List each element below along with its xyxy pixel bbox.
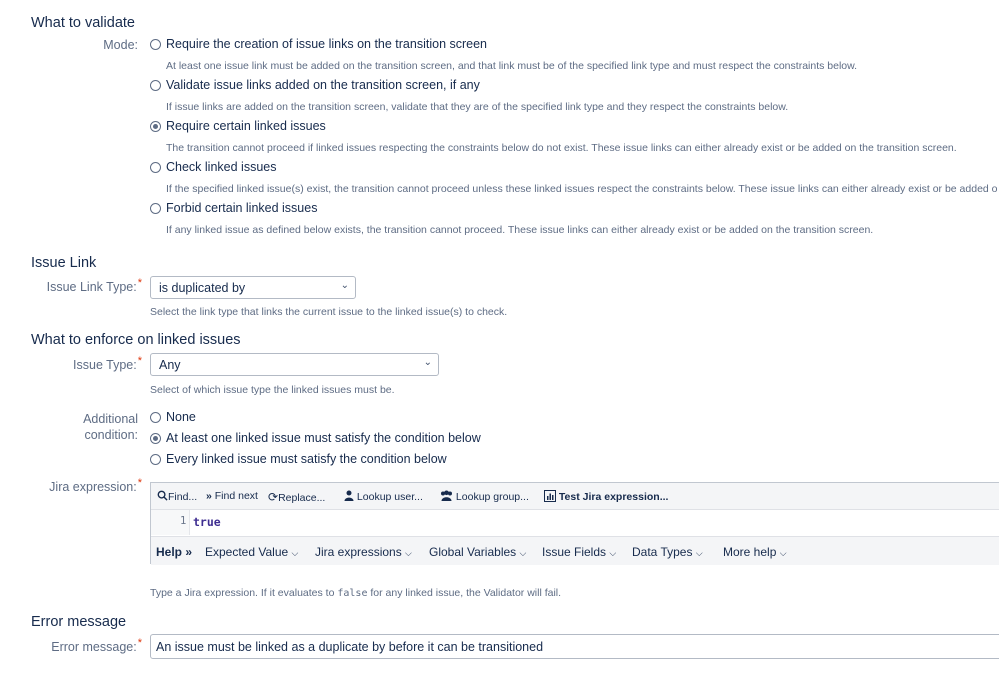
find-button[interactable]: Find... — [157, 490, 197, 503]
mode-radio-check-linked[interactable] — [150, 162, 161, 173]
issue-type-select[interactable] — [150, 353, 439, 376]
issue-link-type-value: is duplicated by — [159, 281, 246, 295]
editor-helpbar — [151, 536, 999, 565]
test-expression-button[interactable]: Test Jira expression... — [544, 490, 668, 503]
mode-option-label[interactable]: Validate issue links added on the transition screen, if any — [166, 78, 480, 92]
mode-radio-require-creation[interactable] — [150, 39, 161, 50]
code-text[interactable]: true — [193, 515, 221, 529]
mode-radio-require-certain[interactable] — [150, 121, 161, 132]
condition-option-label[interactable]: None — [166, 410, 196, 424]
issue-link-type-select[interactable] — [150, 276, 356, 299]
issue-type-help: Select of which issue type the linked issues must be. — [150, 384, 395, 396]
inline-code: false — [337, 588, 368, 599]
condition-radio-every[interactable] — [150, 454, 161, 465]
user-icon — [344, 490, 354, 501]
mode-option-label[interactable]: Check linked issues — [166, 160, 277, 174]
required-mark: * — [137, 477, 142, 489]
mode-radio-validate-links[interactable] — [150, 80, 161, 91]
chevron-down-icon: ⌄ — [423, 357, 432, 368]
find-next-button[interactable]: » Find next — [206, 490, 258, 502]
required-mark: * — [137, 277, 142, 289]
lookup-user-button[interactable]: Lookup user... — [344, 490, 423, 503]
double-chevron-right-icon: » — [185, 545, 193, 559]
jira-expression-label: Jira expression:* — [49, 477, 142, 494]
mode-option-label[interactable]: Require the creation of issue links on the transition screen — [166, 37, 488, 51]
mode-label: Mode: — [103, 38, 138, 52]
error-message-input[interactable] — [150, 634, 999, 659]
mode-option-description: At least one issue link must be added on the transition screen, and that link must be of the specified link type and must respect the constraints below. — [166, 60, 858, 72]
help-toggle[interactable]: Help » — [156, 545, 193, 559]
mode-option-description: If any linked issue as defined below exists, the transition cannot proceed. These issue links can either already exist or be added on the transition screen. — [166, 224, 874, 236]
error-message-value: An issue must be linked as a duplicate by before it can be transitioned — [156, 640, 544, 654]
section-title-what-to-validate: What to validate — [31, 15, 135, 31]
required-mark: * — [137, 637, 142, 649]
jira-expression-editor[interactable] — [150, 482, 999, 564]
additional-condition-label: Additional condition: — [83, 412, 138, 442]
chevron-down-icon: ⌵ — [695, 548, 703, 558]
mode-option-description: The transition cannot proceed if linked issues respecting the constraints below do not exist. These issue links can either already exist or be added on the transition screen. — [166, 142, 957, 154]
refresh-icon: ⟳ — [268, 490, 279, 504]
help-menu-jira-expressions[interactable]: Jira expressions ⌵ — [315, 545, 412, 559]
issue-link-type-help: Select the link type that links the current issue to the linked issue(s) to check. — [150, 306, 508, 318]
help-menu-data-types[interactable]: Data Types ⌵ — [632, 545, 703, 559]
replace-button[interactable]: ⟳Replace... — [268, 490, 326, 504]
issue-type-value: Any — [159, 358, 181, 372]
chevron-down-icon: ⌵ — [609, 548, 617, 558]
section-title-error: Error message — [31, 614, 127, 630]
mode-option-label[interactable]: Forbid certain linked issues — [166, 201, 318, 215]
chevron-down-icon: ⌵ — [291, 548, 299, 558]
help-menu-global-variables[interactable]: Global Variables ⌵ — [429, 545, 527, 559]
mode-option-description: If issue links are added on the transition screen, validate that they are of the specified link type and they respect the constraints below. — [166, 101, 789, 113]
help-menu-expected-value[interactable]: Expected Value ⌵ — [205, 545, 299, 559]
error-message-label: Error message:* — [51, 637, 142, 654]
issue-type-label: Issue Type:* — [73, 355, 142, 372]
help-menu-more-help[interactable]: More help ⌵ — [723, 545, 787, 559]
group-icon — [440, 490, 453, 501]
double-chevron-right-icon: » — [206, 490, 212, 502]
section-title-issue-link: Issue Link — [31, 255, 97, 271]
chevron-down-icon: ⌵ — [519, 548, 527, 558]
mode-radio-forbid[interactable] — [150, 203, 161, 214]
section-title-enforce: What to enforce on linked issues — [31, 332, 241, 348]
chart-icon — [544, 490, 556, 502]
help-menu-issue-fields[interactable]: Issue Fields ⌵ — [542, 545, 617, 559]
condition-radio-at-least-one[interactable] — [150, 433, 161, 444]
jira-expression-help: Type a Jira expression. If it evaluates to false for any linked issue, the Validator will fail. — [150, 587, 562, 599]
condition-option-label[interactable]: Every linked issue must satisfy the condition below — [166, 452, 447, 466]
chevron-down-icon: ⌵ — [779, 548, 787, 558]
condition-radio-none[interactable] — [150, 412, 161, 423]
search-icon — [157, 490, 168, 501]
mode-option-label[interactable]: Require certain linked issues — [166, 119, 326, 133]
chevron-down-icon: ⌄ — [340, 280, 349, 291]
condition-option-label[interactable]: At least one linked issue must satisfy the condition below — [166, 431, 481, 445]
mode-option-description: If the specified linked issue(s) exist, the transition cannot proceed unless these linked issues respect the constraints below. These issue links can either already exist or be added o — [166, 183, 998, 195]
line-number: 1 — [180, 515, 187, 527]
lookup-group-button[interactable]: Lookup group... — [440, 490, 529, 503]
required-mark: * — [137, 355, 142, 367]
editor-toolbar — [151, 483, 999, 510]
chevron-down-icon: ⌵ — [405, 548, 412, 558]
issue-link-type-label: Issue Link Type:* — [46, 277, 142, 294]
